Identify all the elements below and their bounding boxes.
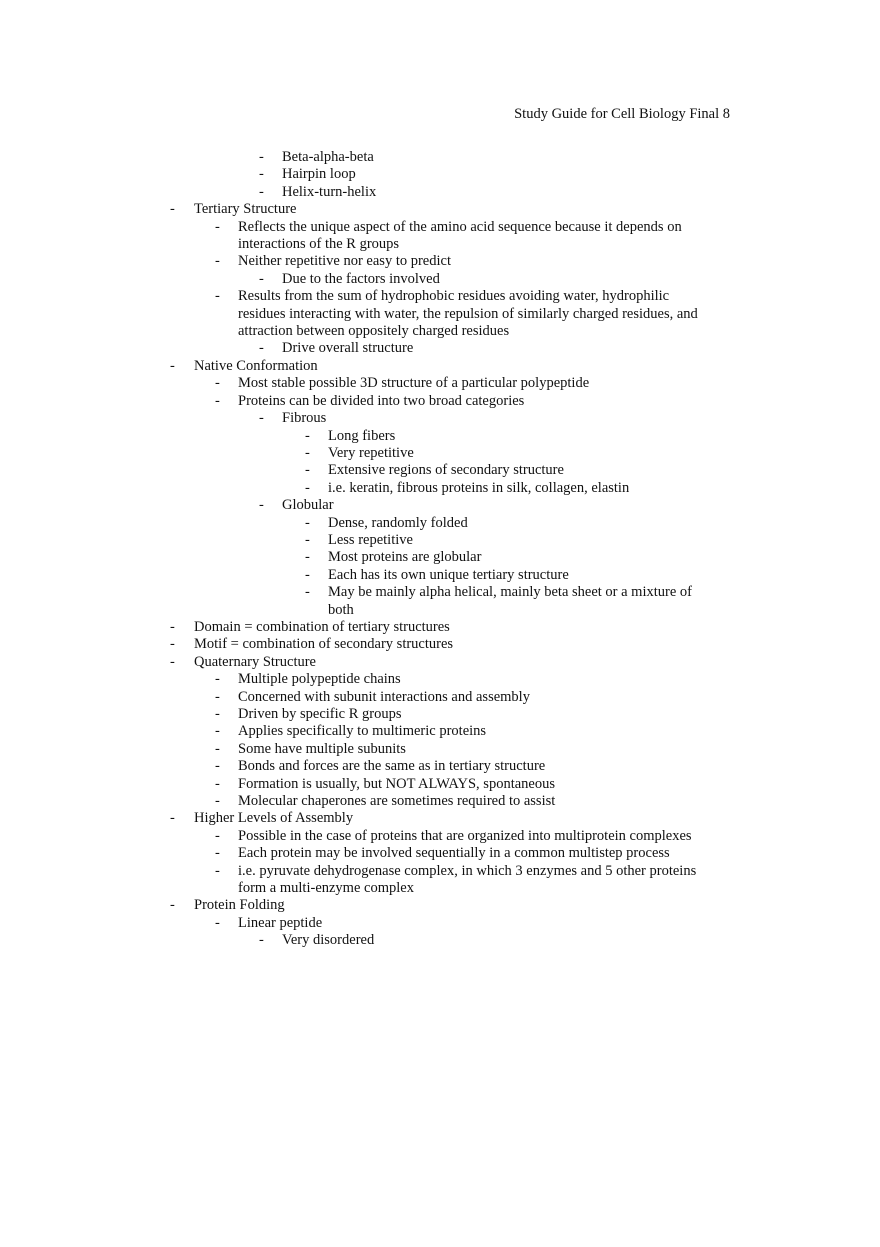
outline-item [0, 776, 708, 793]
outline-item [0, 654, 664, 671]
outline-item-text: i.e. keratin, fibrous proteins in silk, collagen, elastin [328, 479, 630, 496]
bullet-dash: - [259, 166, 264, 183]
outline-item [0, 584, 718, 619]
outline-item [0, 915, 708, 932]
outline-item [0, 828, 708, 845]
outline-item-text: Applies specifically to multimeric proteins [238, 723, 487, 740]
outline-item [0, 636, 664, 653]
outline-item-text: Very disordered [282, 932, 375, 949]
outline-item-text: Beta-alpha-beta [282, 149, 374, 165]
bullet-dash: - [259, 497, 264, 514]
bullet-dash: - [215, 740, 220, 757]
bullet-dash: - [215, 375, 220, 392]
outline-item-text: Possible in the case of proteins that are organized into multiprotein complexes [238, 827, 692, 844]
outline-item [0, 706, 708, 723]
outline-list [0, 149, 880, 950]
outline-item [0, 532, 718, 549]
outline-item-text: Quaternary Structure [194, 653, 316, 670]
bullet-dash: - [215, 793, 220, 810]
bullet-dash: - [215, 253, 220, 270]
outline-item [0, 288, 708, 340]
bullet-dash: - [170, 618, 175, 635]
bullet-dash: - [305, 479, 310, 496]
outline-item [0, 219, 708, 254]
outline-item [0, 897, 664, 914]
outline-item [0, 845, 708, 862]
outline-item [0, 723, 708, 740]
outline-item-text: Due to the factors involved [282, 270, 440, 287]
outline-item-text: Higher Levels of Assembly [194, 810, 354, 827]
bullet-dash: - [305, 549, 310, 566]
outline-item-text: Domain = combination of tertiary structures [194, 618, 450, 635]
outline-item [0, 549, 718, 566]
outline-item-text: Extensive regions of secondary structure [328, 462, 564, 479]
outline-item [0, 671, 708, 688]
bullet-dash: - [215, 671, 220, 688]
bullet-dash: - [170, 653, 175, 670]
outline-item [0, 462, 718, 479]
outline-item-text: Some have multiple subunits [238, 740, 406, 757]
bullet-dash: - [170, 897, 175, 914]
outline-item [0, 758, 708, 775]
outline-item [0, 932, 752, 949]
outline-item [0, 689, 708, 706]
outline-item-text: Most proteins are globular [328, 549, 482, 566]
outline-item [0, 863, 708, 898]
outline-item [0, 515, 718, 532]
outline-item-text: Results from the sum of hydrophobic residues avoiding water, hydrophilic residues interacting with water, the repulsion of similarly charged residues, and attraction between oppositely charged residues [238, 288, 698, 340]
outline-item-text: Drive overall structure [282, 340, 414, 357]
outline-item-text: Helix-turn-helix [282, 183, 377, 200]
outline-item-text: May be mainly alpha helical, mainly beta sheet or a mixture of both [328, 584, 692, 618]
outline-item [0, 271, 752, 288]
outline-item-text: Most stable possible 3D structure of a particular polypeptide [238, 375, 590, 392]
outline-item [0, 619, 664, 636]
outline-item [0, 480, 718, 497]
outline-item [0, 567, 718, 584]
bullet-dash: - [215, 758, 220, 775]
outline-item [0, 166, 752, 183]
bullet-dash: - [215, 723, 220, 740]
bullet-dash: - [305, 444, 310, 461]
bullet-dash: - [215, 288, 220, 305]
outline-item-text: Dense, randomly folded [328, 514, 468, 531]
outline-item [0, 445, 718, 462]
outline-item-text: Formation is usually, but NOT ALWAYS, spontaneous [238, 775, 555, 792]
outline-item-text: Neither repetitive nor easy to predict [238, 253, 451, 270]
bullet-dash: - [259, 270, 264, 287]
outline-item [0, 393, 708, 410]
bullet-dash: - [305, 584, 310, 601]
outline-item-text: Molecular chaperones are sometimes required to assist [238, 793, 556, 810]
outline-item-text: Tertiary Structure [194, 201, 297, 218]
bullet-dash: - [215, 775, 220, 792]
outline-item [0, 428, 718, 445]
bullet-dash: - [215, 392, 220, 409]
bullet-dash: - [215, 688, 220, 705]
outline-item [0, 497, 752, 514]
bullet-dash: - [215, 845, 220, 862]
bullet-dash: - [305, 462, 310, 479]
outline-item [0, 149, 752, 166]
outline-item [0, 340, 752, 357]
bullet-dash: - [215, 914, 220, 931]
bullet-dash: - [305, 566, 310, 583]
bullet-dash: - [259, 410, 264, 427]
bullet-dash: - [305, 531, 310, 548]
outline-item [0, 375, 708, 392]
outline-item-text: Motif = combination of secondary structures [194, 636, 454, 653]
outline-item-text: Reflects the unique aspect of the amino acid sequence because it depends on interactions of the R groups [238, 218, 682, 253]
bullet-dash: - [215, 218, 220, 235]
bullet-dash: - [305, 427, 310, 444]
outline-item-text: Fibrous [282, 410, 327, 427]
bullet-dash: - [259, 340, 264, 357]
bullet-dash: - [259, 932, 264, 949]
bullet-dash: - [215, 706, 220, 722]
outline-item-text: i.e. pyruvate dehydrogenase complex, in which 3 enzymes and 5 other proteins form a multi-enzyme complex [238, 862, 697, 897]
bullet-dash: - [170, 810, 175, 827]
bullet-dash: - [259, 149, 264, 165]
bullet-dash: - [305, 514, 310, 531]
outline-item-text: Long fibers [328, 427, 396, 444]
outline-item [0, 793, 708, 810]
outline-item [0, 358, 664, 375]
outline-item-text: Linear peptide [238, 914, 323, 931]
outline-item [0, 741, 708, 758]
outline-item-text: Proteins can be divided into two broad categories [238, 392, 525, 409]
bullet-dash: - [215, 827, 220, 844]
outline-item-text: Each has its own unique tertiary structure [328, 566, 569, 583]
outline-item-text: Very repetitive [328, 444, 414, 461]
outline-item [0, 253, 708, 270]
outline-item-text: Globular [282, 497, 334, 514]
outline-item-text: Native Conformation [194, 357, 318, 374]
outline-item-text: Each protein may be involved sequentially in a common multistep process [238, 845, 670, 862]
outline-item-text: Protein Folding [194, 897, 285, 914]
bullet-dash: - [259, 183, 264, 200]
outline-item-text: Bonds and forces are the same as in tertiary structure [238, 758, 546, 775]
outline-item-text: Hairpin loop [282, 166, 356, 183]
outline-item [0, 184, 752, 201]
outline-item-text: Concerned with subunit interactions and assembly [238, 688, 530, 705]
bullet-dash: - [170, 201, 175, 218]
outline-item-text: Driven by specific R groups [238, 706, 402, 722]
outline-item-text: Less repetitive [328, 531, 413, 548]
outline-item-text: Multiple polypeptide chains [238, 671, 401, 688]
outline-item [0, 201, 664, 218]
bullet-dash: - [170, 636, 175, 653]
bullet-dash: - [215, 862, 220, 879]
bullet-dash: - [170, 357, 175, 374]
outline-item [0, 810, 664, 827]
page-header: Study Guide for Cell Biology Final 8 [514, 106, 730, 122]
outline-item [0, 410, 752, 427]
